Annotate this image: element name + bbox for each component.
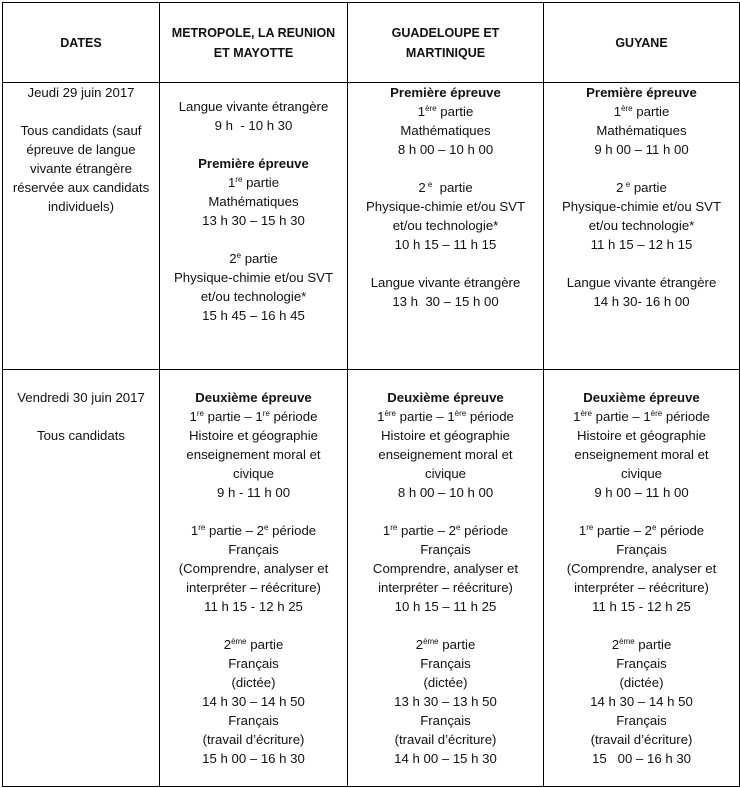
subject: Français [616, 713, 667, 728]
part-label: 2ème partie [611, 637, 672, 652]
part-label: 2 $^e$ partie [418, 180, 473, 195]
subject: interpréter – réécriture) [378, 580, 513, 595]
guyane-cell [544, 370, 740, 787]
lv-label: Langue vivante étrangère [178, 99, 329, 114]
candidates-note: Tous candidats (sauf épreuve de langue vivante étrangère réservée aux candidats individuels) [12, 123, 150, 214]
subject: Physique-chimie et/ou SVT [365, 199, 526, 214]
header-dates: DATES [3, 3, 160, 83]
table-row [3, 370, 740, 787]
subject: (dictée) [231, 675, 276, 690]
lv-time: 13 h 30 – 15 h 00 [392, 294, 499, 309]
subject: Français [616, 656, 667, 671]
time-slot: 10 h 15 – 11 h 15 [394, 237, 497, 252]
subject: Français [420, 656, 471, 671]
subject: Physique-chimie et/ou SVT [561, 199, 722, 214]
header-guadeloupe: GUADELOUPE ET MARTINIQUE [348, 3, 544, 83]
part-label: 1ère partie [613, 104, 670, 119]
subject: (Comprendre, analyser et [178, 561, 329, 576]
subject: civique [620, 466, 663, 481]
time-slot: 8 h 00 – 10 h 00 [397, 142, 494, 157]
time-slot: 13 h 30 – 15 h 30 [202, 213, 305, 228]
part-label: 1ère partie – 1ère période [573, 409, 710, 424]
subject: (travail d’écriture) [394, 732, 497, 747]
part-label: 2ème partie [415, 637, 476, 652]
subject: Mathématiques [208, 194, 299, 209]
time-slot: 13 h 30 – 13 h 50 [394, 694, 497, 709]
part-label: 1ère partie – 1ère période [377, 409, 514, 424]
time-slot: 10 h 15 – 11 h 25 [394, 599, 497, 614]
time-slot: 9 h 00 – 11 h 00 [594, 485, 689, 500]
epreuve-title: Première épreuve [198, 156, 309, 171]
header-guyane: GUYANE [544, 3, 740, 83]
subject: Mathématiques [596, 123, 687, 138]
part-label: 2ème partie [223, 637, 284, 652]
part-label: 1re partie – 2e période [190, 523, 317, 538]
epreuve-title: Deuxième épreuve [583, 390, 700, 405]
exam-schedule-table [2, 2, 740, 787]
time-slot: 11 h 15 – 12 h 15 [590, 237, 693, 252]
subject: Histoire et géographie [576, 428, 707, 443]
part-label: 1re partie – 1re période [189, 409, 318, 424]
subject: enseignement moral et [186, 447, 321, 462]
header-metropole: METROPOLE, LA REUNION ET MAYOTTE [160, 3, 348, 83]
guadeloupe-cell [348, 370, 544, 787]
part-label: 1re partie [227, 175, 280, 190]
time-slot: 15 00 – 16 h 30 [592, 751, 691, 766]
subject: (dictée) [423, 675, 468, 690]
subject: (travail d’écriture) [202, 732, 305, 747]
subject: Français [420, 713, 471, 728]
subject: et/ou technologie* [200, 289, 307, 304]
part-label: 1ère partie [417, 104, 474, 119]
subject: civique [232, 466, 275, 481]
header-row [3, 3, 740, 83]
time-slot: 14 h 00 – 15 h 30 [394, 751, 497, 766]
subject: et/ou technologie* [588, 218, 695, 233]
subject: Comprendre, analyser et [372, 561, 519, 576]
subject: enseignement moral et [378, 447, 513, 462]
time-slot: 9 h 00 – 11 h 00 [594, 142, 689, 157]
candidates-note: Tous candidats [37, 428, 125, 443]
lv-time: 14 h 30- 16 h 00 [593, 294, 690, 309]
subject: Histoire et géographie [188, 428, 319, 443]
epreuve-title: Deuxième épreuve [195, 390, 312, 405]
time-slot: 14 h 30 – 14 h 50 [202, 694, 305, 709]
guyane-cell [544, 83, 740, 370]
epreuve-title: Deuxième épreuve [387, 390, 504, 405]
subject: enseignement moral et [574, 447, 709, 462]
subject: Français [616, 542, 667, 557]
subject: Français [228, 656, 279, 671]
time-slot: 11 h 15 - 12 h 25 [204, 599, 303, 614]
subject: (Comprendre, analyser et [566, 561, 717, 576]
lv-label: Langue vivante étrangère [566, 275, 717, 290]
subject: interpréter – réécriture) [186, 580, 321, 595]
subject: Physique-chimie et/ou SVT [173, 270, 334, 285]
time-slot: 8 h 00 – 10 h 00 [397, 485, 494, 500]
time-slot: 15 h 45 – 16 h 45 [202, 308, 305, 323]
date-label: Jeudi 29 juin 2017 [27, 85, 135, 100]
subject: Français [228, 542, 279, 557]
lv-label: Langue vivante étrangère [370, 275, 521, 290]
metropole-cell [160, 83, 348, 370]
subject: Histoire et géographie [380, 428, 511, 443]
time-slot: 11 h 15 - 12 h 25 [592, 599, 691, 614]
epreuve-title: Première épreuve [586, 85, 697, 100]
subject: civique [424, 466, 467, 481]
subject: Français [228, 713, 279, 728]
subject: Français [420, 542, 471, 557]
lv-time: 9 h - 10 h 30 [214, 118, 293, 133]
epreuve-title: Première épreuve [390, 85, 501, 100]
subject: et/ou technologie* [392, 218, 499, 233]
subject: interpréter – réécriture) [574, 580, 709, 595]
time-slot: 15 h 00 – 16 h 30 [202, 751, 305, 766]
table-row [3, 83, 740, 370]
metropole-cell [160, 370, 348, 787]
time-slot: 14 h 30 – 14 h 50 [590, 694, 693, 709]
time-slot: 9 h - 11 h 00 [216, 485, 291, 500]
subject: (dictée) [619, 675, 664, 690]
date-cell [3, 370, 160, 787]
guadeloupe-cell [348, 83, 544, 370]
part-label: 2e partie [229, 251, 278, 266]
part-label: 1re partie – 2e période [578, 523, 705, 538]
part-label: 1re partie – 2e période [382, 523, 509, 538]
subject: Mathématiques [400, 123, 491, 138]
date-cell [3, 83, 160, 370]
subject: (travail d’écriture) [590, 732, 693, 747]
date-label: Vendredi 30 juin 2017 [17, 390, 145, 405]
part-label: 2 $^e$ partie [616, 180, 667, 195]
